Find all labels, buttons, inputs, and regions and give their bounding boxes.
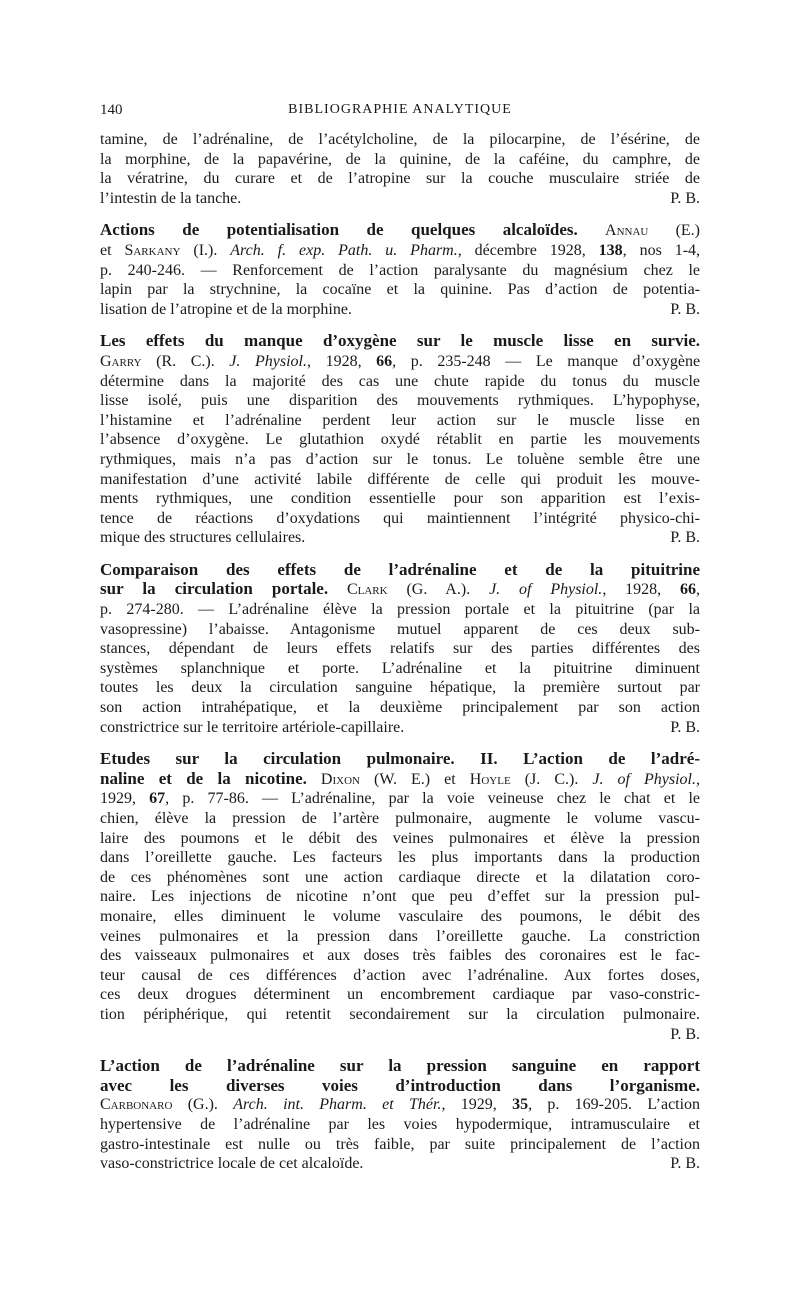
entry-signature: P. B. xyxy=(670,300,700,318)
bibliography-entry xyxy=(100,220,700,319)
entry-text-line: l’histamine et l’adrénaline perdent leur action sur le muscle lisse en xyxy=(100,411,700,429)
entry-text: l’intestin de la tanche. xyxy=(100,189,242,207)
bibliography-body xyxy=(100,130,700,1174)
entry-text-line: chien, élève la pression de l’artère pulmonaire, augmente le volume vascu- xyxy=(100,810,700,827)
entry-year: , 1928, xyxy=(306,352,362,370)
entry-pages: , p. 169-205. xyxy=(528,1096,633,1114)
entry-journal: J. Physiol. xyxy=(229,352,307,370)
entry-text-line: l’absence d’oxygène. Le glutathion oxydé rétablit en partie les mouvements xyxy=(100,431,700,449)
entry-text-line: p. 274-280. — L’adrénaline élève la pression portale et la pituitrine (par la xyxy=(100,601,700,619)
bibliography-entry xyxy=(100,560,700,737)
entry-text-line: lapin par la strychnine, la cocaïne et la quinine. Pas d’action de potentia- xyxy=(100,281,700,299)
entry-volume: 35 xyxy=(512,1096,529,1114)
entry-journal: J. of Physiol. xyxy=(592,770,697,788)
entry-title: Etudes sur la circulation pulmonaire. II. L’action de l’adré- xyxy=(100,749,700,769)
entry-text-line: monaire, elles diminuent le volume vasculaire des poumons, le débit des xyxy=(100,907,700,925)
entry-text-line: p. 240-246. — Renforcement de l’action paralysante du magnésium chez le xyxy=(100,261,700,279)
entry-volume: 67 xyxy=(149,790,166,808)
entry-author-initials: (J. C.). xyxy=(524,770,579,788)
entry-reference-line xyxy=(100,352,700,372)
entry-volume: 66 xyxy=(680,581,697,599)
entry-year: , 1928, xyxy=(602,581,662,599)
entry-date: , décembre 1928, xyxy=(457,241,586,259)
entry-text-line: laire des poumons et le débit des veines pulmonaires et élève la pression xyxy=(100,829,700,847)
entry-author: Dixon xyxy=(320,770,360,788)
entry-text-line: la morphine, de la papavérine, de la quinine, de la caféine, du camphre, de xyxy=(100,150,700,168)
entry-title: Actions de potentialisation de quelques alcaloïdes. xyxy=(100,220,578,240)
entry-text-line: des vaisseaux pulmonaires et aux doses très faibles des coronaires est le fac- xyxy=(100,947,700,965)
bibliography-entry xyxy=(100,1056,700,1174)
entry-journal: Arch. int. Pharm. et Thér. xyxy=(233,1096,442,1114)
entry-reference-line xyxy=(100,241,700,261)
entry-author-initials: (I.). xyxy=(193,241,218,259)
entry-text-line: systèmes splanchnique et porte. L’adrénaline et la pituitrine diminuent xyxy=(100,659,700,677)
entry-pages: , p. 235-248 — Le manque d’oxygène xyxy=(392,352,701,370)
entry-last-line xyxy=(100,718,700,738)
running-head xyxy=(100,102,700,122)
entry-reference-line xyxy=(100,789,700,809)
entry-text-line: veines pulmonaires et la pression dans l’oreillette gauche. La constriction xyxy=(100,927,700,945)
entry-author: Hoyle xyxy=(469,770,511,788)
entry-title: naline et de la nicotine. xyxy=(100,768,307,788)
entry-text: constrictrice sur le territoire artériole-capillaire. xyxy=(100,718,405,736)
entry-author: Annau xyxy=(605,222,649,240)
entry-author-initials: (G. A.). xyxy=(406,581,471,599)
page-number: 140 xyxy=(100,102,123,118)
entry-text-line: gastro-intestinale est nulle ou très faible, par suite principalement de l’action xyxy=(100,1135,700,1153)
entry-journal: Arch. f. exp. Path. u. Pharm. xyxy=(230,241,458,259)
entry-text-line: dans l’oreillette gauche. Les facteurs les plus importants dans la production xyxy=(100,849,700,867)
bibliography-entry xyxy=(100,130,700,208)
entry-year: , 1929, xyxy=(441,1096,497,1114)
entry-signature: P. B. xyxy=(670,718,700,736)
entry-text-line: son action intrahépatique, et la deuxième principalement par son action xyxy=(100,699,700,717)
entry-text-line: la vératrine, du curare et de l’atropine sur la couche musculaire striée de xyxy=(100,170,700,188)
entry-text-line: teur causal de ces différences d’action avec l’adrénaline. Aux fortes doses, xyxy=(100,966,700,984)
entry-text-line: rythmiques, mais n’a pas d’action sur le tonus. Le toluène semble être une xyxy=(100,450,700,468)
entry-pages: , p. 77-86. — L’adrénaline, par la voie veineuse chez le chat et le xyxy=(165,790,700,808)
entry-text-line: ments rythmiques, une condition essentielle pour son apparition est l’exis- xyxy=(100,490,700,508)
entry-reference-line xyxy=(100,1095,700,1115)
entry-last-line xyxy=(100,300,700,320)
entry-author: Carbonaro xyxy=(100,1096,173,1114)
entry-volume: 66 xyxy=(376,352,393,370)
entry-author-initials: (W. E.) et xyxy=(374,770,456,788)
entry-last-line xyxy=(100,1154,700,1174)
entry-heading-line xyxy=(100,220,700,241)
entry-volume: 138 xyxy=(598,241,623,259)
entry-text-line: ces deux drogues déterminent un encombrement cardiaque par vaso-constric- xyxy=(100,986,700,1004)
entry-pages: , nos 1-4, xyxy=(622,241,701,259)
entry-text-line: stances, dépendant de leurs effets relatifs sur des parties différentes des xyxy=(100,640,700,658)
entry-journal: J. of Physiol. xyxy=(489,581,603,599)
entry-text: lisation de l’atropine et de la morphine. xyxy=(100,300,352,318)
entry-text: L’action xyxy=(647,1096,701,1114)
entry-text-line: détermine dans la majorité des cas une chute rapide du tonus du muscle xyxy=(100,372,700,390)
entry-heading-line xyxy=(100,331,700,352)
entry-heading-line: naline et de la nicotine. Dixon (W. E.) et Hoyle (J. C.). J. of Physiol., xyxy=(100,768,701,788)
entry-signature: P. B. xyxy=(670,189,700,207)
bibliography-entry xyxy=(100,331,700,548)
entry-text-line: lisse isolé, puis une disparition des mouvements rythmiques. L’hypophyse, xyxy=(100,392,700,410)
entry-title: Les effets du manque d’oxygène sur le muscle lisse en survie. xyxy=(100,331,700,351)
entry-title: Comparaison des effets de l’adrénaline et de la pituitrine xyxy=(100,559,700,579)
entry-author: Garry xyxy=(100,352,142,370)
entry-text-line: vasopressine) l’abaisse. Antagonisme mutuel apparent de ces deux sub- xyxy=(100,620,700,638)
entry-text: vaso-constrictrice locale de cet alcaloïde. xyxy=(100,1155,364,1173)
running-title: BIBLIOGRAPHIE ANALYTIQUE xyxy=(288,102,512,117)
entry-author-initials: (R. C.). xyxy=(156,352,215,370)
entry-signature: P. B. xyxy=(670,1155,700,1173)
entry-title: L’action de l’adrénaline sur la pression sanguine en rapport xyxy=(100,1056,700,1076)
entry-last-line xyxy=(100,189,700,209)
entry-text-line: hypertensive de l’adrénaline par les voies hypodermique, intramusculaire et xyxy=(100,1115,700,1133)
entry-author: Clark xyxy=(346,581,388,599)
entry-text-line: tence de réactions d’oxydations qui maintiennent l’intégrité physico-chi- xyxy=(100,509,700,527)
entry-text-line: tamine, de l’adrénaline, de l’acétylcholine, de la pilocarpine, de l’ésérine, de xyxy=(100,131,700,148)
entry-text-line: manifestation d’une activité labile différente de celle qui produit les mouve- xyxy=(100,470,700,488)
entry-author: Sarkany xyxy=(124,241,181,259)
entry-signature: P. B. xyxy=(670,1025,700,1043)
entry-title: sur la circulation portale. xyxy=(100,579,329,599)
entry-conjunction: et xyxy=(100,241,112,259)
entry-text-line: de ces phénomènes sont une action cardiaque directe et la dilatation coro- xyxy=(100,868,700,886)
entry-author-initials: (G.). xyxy=(187,1096,218,1114)
entry-heading-line: sur la circulation portale. Clark (G. A.). J. of Physiol., 1928, 66, xyxy=(100,579,701,599)
entry-last-line xyxy=(100,528,700,548)
bibliography-entry xyxy=(100,749,700,1044)
entry-year: 1929, xyxy=(100,790,136,808)
entry-text: mique des structures cellulaires. xyxy=(100,529,306,547)
entry-text-line: naire. Les injections de nicotine n’ont que peu d’effet sur la pression pul- xyxy=(100,888,700,906)
entry-signature: P. B. xyxy=(670,529,700,547)
entry-text-line: tion périphérique, qui retentit secondairement sur la circulation pulmonaire. xyxy=(100,1005,700,1023)
entry-text-line: toutes les deux la circulation sanguine hépatique, la première surtout par xyxy=(100,679,700,697)
entry-author-initials: (E.) xyxy=(675,222,701,240)
entry-title: avec les diverses voies d’introduction dans l’organisme. xyxy=(100,1075,700,1095)
